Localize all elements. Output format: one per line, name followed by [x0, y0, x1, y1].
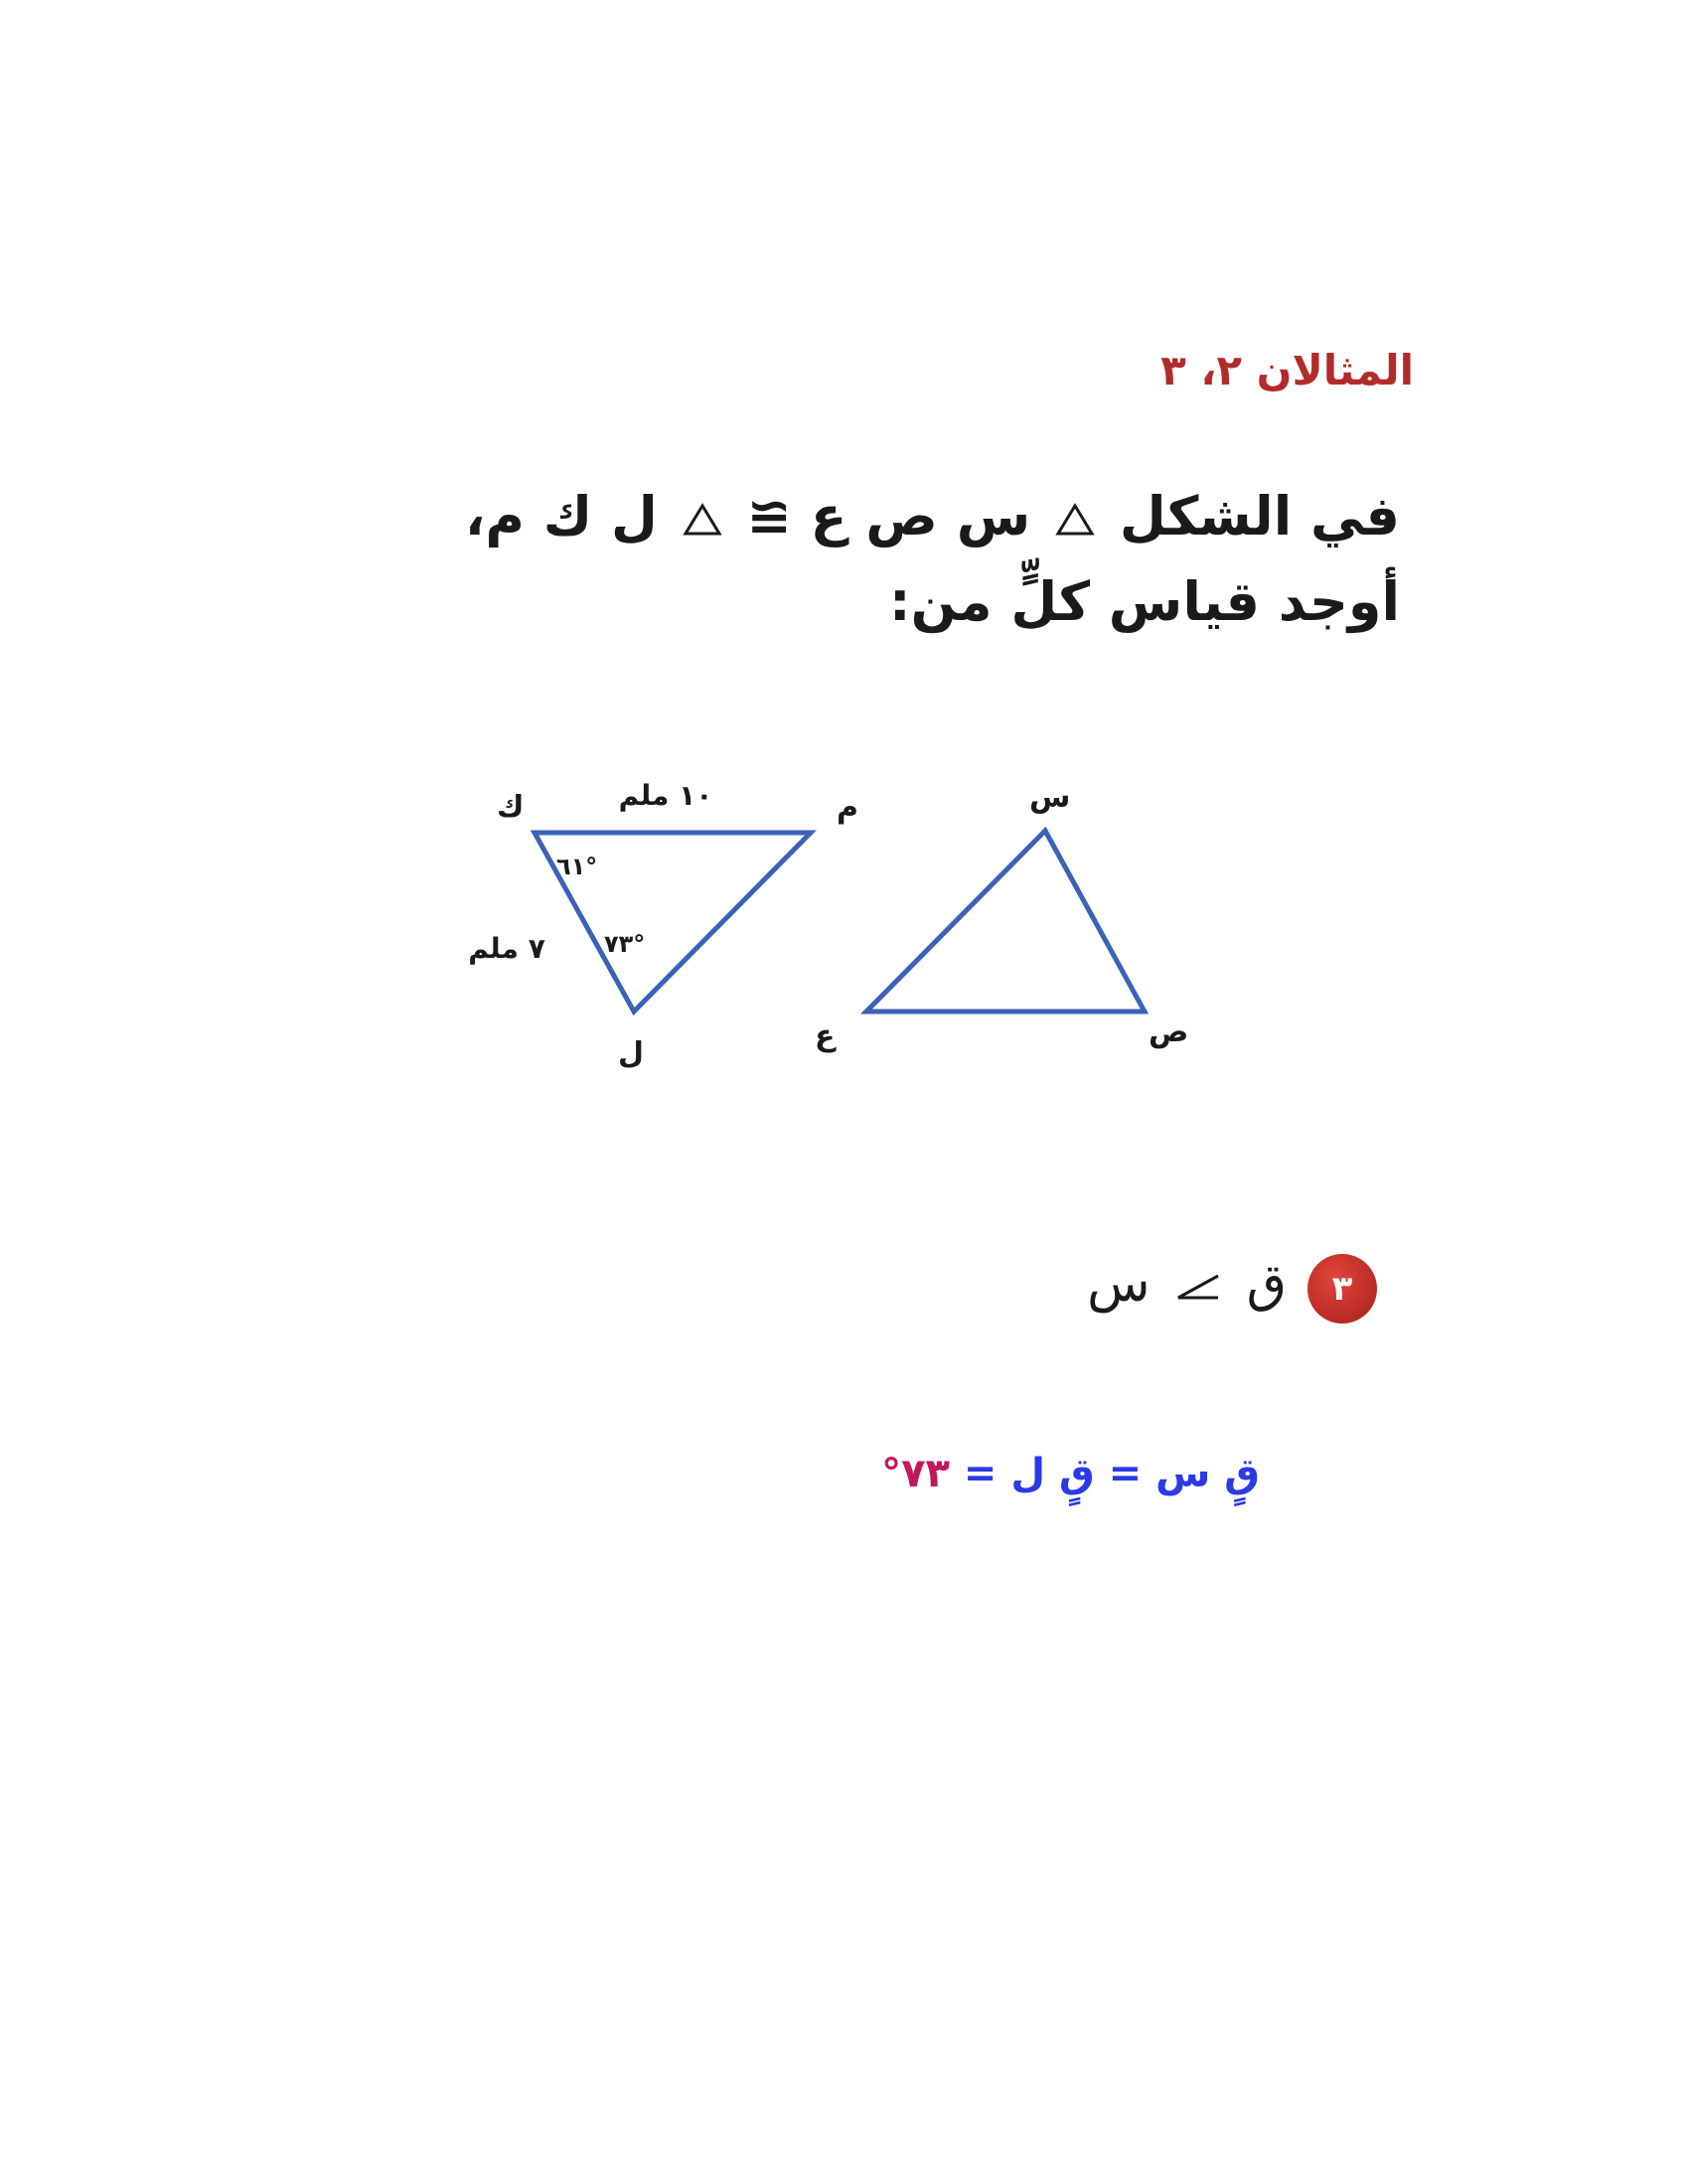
vertex-k-label: ك	[497, 790, 525, 825]
answer-lhs: قٍ س = قٍ ل =	[963, 1451, 1260, 1496]
problem-statement-line-1	[465, 485, 1400, 547]
angle-vertex-label: س	[1087, 1254, 1151, 1314]
vertex-m-label: م	[837, 790, 858, 825]
angle-l-label: ٧٣°	[604, 930, 646, 958]
side-km-label: ١٠ ملم	[618, 779, 713, 812]
vertex-l-label: ل	[618, 1036, 645, 1071]
triangles-figure	[467, 765, 1222, 1103]
vertex-s-label: س	[1029, 780, 1071, 815]
exercise-number-badge: ٣	[1307, 1254, 1377, 1324]
answer-value: ٧٣°	[881, 1451, 950, 1496]
vertex-sad-label: ص	[1149, 1014, 1189, 1049]
section-heading: المثالان ٢، ٣	[1160, 346, 1414, 394]
angle-k-label: ٦١°	[556, 853, 598, 880]
problem-statement-line-2: أوجد قياس كلٍّ من:	[888, 570, 1400, 633]
statement-text-a: في الشكل	[1119, 485, 1400, 547]
statement-text-b: س ص ع ≅	[746, 485, 1031, 547]
triangle-icon	[1055, 503, 1095, 537]
exercise-prompt	[1087, 1254, 1287, 1314]
answer-line	[881, 1451, 1260, 1496]
triangle-xyz	[866, 831, 1145, 1012]
statement-text-c: ل ك م،	[464, 485, 658, 547]
side-kl-label: ٧ ملم	[468, 932, 545, 965]
measure-symbol: ق	[1246, 1254, 1287, 1314]
triangle-icon	[683, 503, 722, 537]
vertex-ain-label: ع	[815, 1018, 836, 1053]
angle-icon	[1174, 1272, 1222, 1302]
